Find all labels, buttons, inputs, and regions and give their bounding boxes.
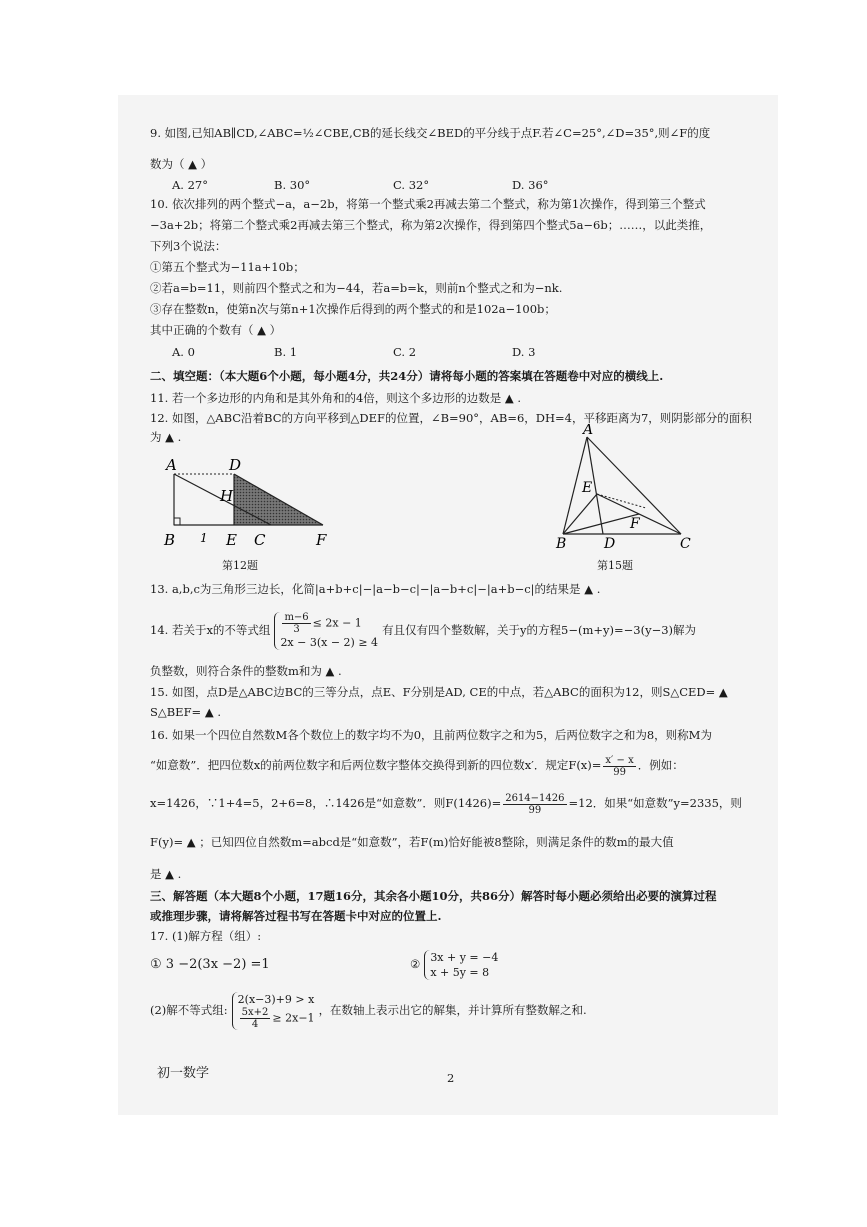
fig12-label-a: A [166, 456, 177, 474]
fig15-caption: 第15题 [597, 559, 633, 572]
q10-option-c: C. 2 [393, 345, 417, 359]
q14-fraction-num: m−6 [284, 612, 309, 623]
q16-fraction-example [503, 793, 566, 816]
q9-line1: 9. 如图,已知AB∥CD,∠ABC=½∠CBE,CB的延长线交∠BED的平分线于点F.若∠C=25°,∠D=35°,则∠F的度 [150, 126, 711, 140]
q17-ineq2-fraction [240, 1007, 271, 1030]
fig15-label-b: B [556, 536, 567, 552]
fig12-label-e: E [226, 531, 237, 549]
q17-eq2-b: x + 5y = 8 [430, 966, 490, 979]
section3-line2: 或推理步骤，请将解答过程书写在答题卡中对应的位置上. [150, 909, 442, 923]
q14-sys2: 2x − 3(x − 2) ≥ 4 [280, 636, 379, 649]
q16-fraction-f-den: 99 [613, 766, 626, 778]
q13-text: 13. a,b,c为三角形三边长，化简|a+b+c|−|a−b−c|−|a−b+c|−|a+b−c|的结果是 ▲ . [150, 582, 601, 596]
q10-line3: 下列3个说法： [150, 239, 227, 253]
q16-fraction-example-den: 99 [528, 804, 542, 816]
q17-title: 17. (1)解方程（组）: [150, 929, 262, 943]
q12-line2: 为 ▲ . [150, 430, 182, 444]
fig12-label-h: H [220, 487, 234, 505]
q14-pre: 14. 若关于x的不等式组 [150, 623, 271, 637]
fig15-label-e: E [582, 480, 593, 496]
q17-eq1: ① 3 −2(3x −2) =1 [150, 957, 270, 972]
q17-eq2-label: ② [410, 957, 421, 971]
q17-ineq1: 2(x−3)+9 > x [237, 993, 315, 1006]
q17-eq2-a: 3x + y = −4 [430, 951, 499, 964]
q14-line2: 负整数，则符合条件的整数m和为 ▲ . [150, 664, 342, 678]
q14-fraction-den: 3 [293, 624, 300, 635]
q17-ineq-system [232, 992, 315, 1030]
q9-option-d: D. 36° [512, 178, 549, 192]
q10-line2: −3a+2b；将第二个整式乘2再减去第三个整式，称为第2次操作，得到第四个整式5a−6b；……，以此类推， [150, 218, 712, 232]
q10-option-b: B. 1 [274, 345, 298, 359]
q16-line3 [150, 790, 742, 816]
q17-part2-pre: (2)解不等式组: [150, 1003, 228, 1017]
q14-post: 有且仅有四个整数解，关于y的方程5−(m+y)=−3(y−3)解为 [382, 623, 697, 637]
q9-line2: 数为（ ▲ ） [150, 157, 213, 171]
fig12-label-b: B [164, 531, 176, 549]
section3-line1: 三、解答题（本大题8个小题，17题16分，其余各小题10分，共86分）解答时每小题必须给出必要的演算过程 [150, 889, 717, 903]
figure-15 [550, 424, 700, 554]
q14-line1 [150, 612, 696, 650]
q9-option-c: C. 32° [393, 178, 430, 192]
q10-option-a: A. 0 [172, 345, 195, 359]
q16-line2-pre: “如意数”．把四位数x的前两位数字和后两位数字整体交换得到新的四位数x′．规定F(x)= [150, 758, 602, 772]
q16-line2 [150, 752, 684, 778]
q10-ask: 其中正确的个数有（ ▲ ） [150, 323, 282, 337]
figure-12 [158, 452, 343, 552]
q16-line3-pre: x=1426，∵1+4=5，2+6=8，∴1426是“如意数”．则F(1426)= [150, 796, 502, 810]
q15-line2: S△BEF= ▲ . [150, 705, 221, 719]
fig15-label-c: C [680, 536, 691, 552]
section2-heading: 二、填空题：（本大题6个小题，每小题4分，共24分）请将每小题的答案填在答题卷中对应的横线上. [150, 369, 664, 383]
fig15-label-f: F [630, 516, 640, 532]
q16-line1: 16. 如果一个四位自然数M各个数位上的数字均不为0，且前两位数字之和为5，后两位数字之和为8，则称M为 [150, 728, 712, 742]
fig12-caption: 第12题 [222, 559, 258, 572]
q10-statement-1: ①第五个整式为−11a+10b； [150, 260, 305, 274]
fig15-label-a: A [583, 424, 594, 438]
q17-ineq2-num: 5x+2 [241, 1007, 269, 1018]
q16-fraction-example-num: 2614−1426 [505, 792, 565, 804]
q17-part2-post: ，在数轴上表示出它的解集，并计算所有整数解之和. [318, 1003, 587, 1017]
fig12-label-1: 1 [200, 531, 208, 545]
footer-subject: 初一数学 [157, 1066, 210, 1081]
fig15-label-d: D [604, 536, 616, 552]
q17-ineq2-den: 4 [251, 1019, 259, 1030]
fig12-label-f: F [316, 531, 327, 549]
q16-line3-post: =12．如果“如意数”y=2335，则 [568, 796, 742, 810]
q14-system [274, 612, 378, 650]
fig12-label-d: D [229, 456, 242, 474]
fig12-label-c: C [254, 531, 266, 549]
q15-line1: 15. 如图，点D是△ABC边BC的三等分点，点E、F分别是AD, CE的中点，若△ABC的面积为12，则S△CED= ▲ [150, 685, 728, 699]
q10-statement-3: ③存在整数n，使第n次与第n+1次操作后得到的两个整式的和是102a−100b； [150, 302, 556, 316]
q9-option-b: B. 30° [274, 178, 311, 192]
q12-line1: 12. 如图，△ABC沿着BC的方向平移到△DEF的位置，∠B=90°，AB=6，DH=4，平移距离为7，则阴影部分的面积 [150, 411, 752, 425]
q16-fraction-f-num: x′ − x [605, 754, 634, 766]
q14-sys1-rest: ≤ 2x − 1 [312, 616, 362, 630]
q17-eq2 [410, 946, 502, 982]
q14-fraction [282, 612, 310, 635]
q17-ineq2-rest: ≥ 2x−1 [272, 1011, 315, 1025]
q10-line1: 10. 依次排列的两个整式−a，a−2b，将第一个整式乘2再减去第二个整式，称为第1次操作，得到第三个整式 [150, 197, 706, 211]
q11-text: 11. 若一个多边形的内角和是其外角和的4倍，则这个多边形的边数是 ▲ . [150, 391, 522, 405]
q16-line2-post: ．例如： [637, 758, 684, 772]
q16-line4: F(y)= ▲ ；已知四位自然数m=abcd是“如意数”，若F(m)恰好能被8整除，则满足条件的数m的最大值 [150, 835, 674, 849]
q16-line5: 是 ▲ . [150, 867, 182, 881]
q10-option-d: D. 3 [512, 345, 536, 359]
q17-part2 [150, 985, 587, 1035]
q10-statement-2: ②若a=b=11，则前四个整式之和为−44，若a=b=k，则前n个整式之和为−nk. [150, 281, 563, 295]
q17-eq2-system [424, 950, 498, 980]
footer-page-number: 2 [447, 1071, 455, 1085]
q9-option-a: A. 27° [172, 178, 208, 192]
q16-fraction-f [603, 755, 635, 778]
